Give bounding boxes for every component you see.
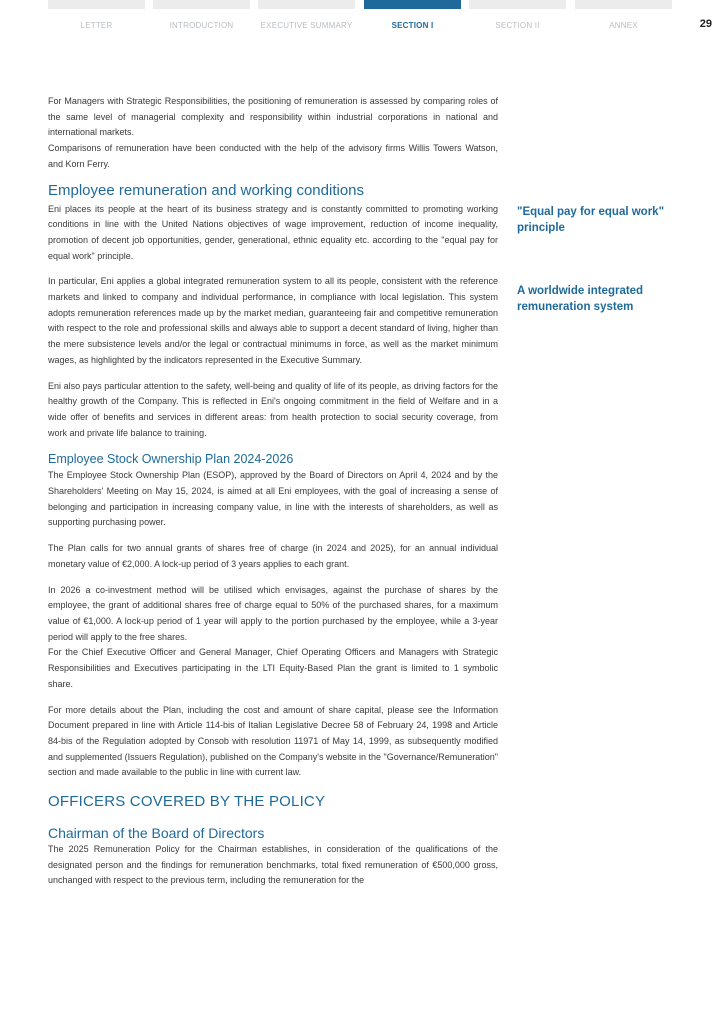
body-paragraph: The Employee Stock Ownership Plan (ESOP), approved by the Board of Directors on April 4, 2024 and by the Shareholders' Meeting on May 15, 2024, is aimed at all Eni employees, with the goal of increasing a sense of belonging and participation in increasing company value, in line with the interests of shareholders, as well as supporting purchasing power. (48, 470, 498, 528)
intro-paragraph: Comparisons of remuneration have been conducted with the help of the advisory firms Willis Towers Watson, and Korn Ferry. (48, 143, 498, 169)
body-paragraph: For more details about the Plan, including the cost and amount of share capital, please see the Information Document prepared in line with Article 114-bis of Italian Legislative Decree 58 of February 24, 1998 and Article 84-bis of the Regulation adopted by Consob with resolution 11971 of May 14, 1999, as subsequently modified and supplemented (Issuers Regulation), published on the Company's website in the "Governance/Remuneration" section and made available to the public in line with current law. (48, 704, 498, 778)
officers-heading: OFFICERS COVERED BY THE POLICY (48, 793, 326, 811)
main-content (48, 94, 498, 889)
tab-label: INTRODUCTION (169, 21, 234, 30)
employee-remuneration-heading: Employee remuneration and working conditions (48, 181, 365, 199)
chairman-heading: Chairman of the Board of Directors (48, 825, 265, 842)
body-paragraph: In 2026 a co-investment method will be utilised which envisages, against the purchase of shares by the employee, the grant of additional shares free of charge equal to 50% of the purchased shares, for a maximum value of €1,000. A lock-up period of 1 year will apply to the portion purchased by the employee, while a 3-year period will apply to the free shares. (48, 584, 498, 642)
body-paragraph: The 2025 Remuneration Policy for the Chairman establishes, in consideration of the qualifications of the designated person and the findings for remuneration benchmarks, total fixed remuneration of €500,000 gross, unchanged with respect to the previous term, including the remuneration for the (48, 844, 498, 886)
tab-section-2[interactable] (469, 0, 566, 34)
body-paragraph: For the Chief Executive Officer and General Manager, Chief Operating Officers and Managers with Strategic Responsibilities and Executives participating in the LTI Equity-Based Plan the grant is limited to 1 symbolic share. (48, 647, 498, 689)
page-number: 29 (699, 18, 712, 30)
sidenote-integrated-system: A worldwide integrated remuneration system (517, 285, 644, 313)
section-tabs (48, 0, 672, 34)
tab-label: EXECUTIVE SUMMARY (260, 21, 353, 30)
tab-label: LETTER (80, 21, 113, 30)
tab-label: SECTION I (391, 21, 434, 30)
tab-introduction[interactable] (153, 0, 250, 34)
tab-bar (48, 0, 145, 9)
tab-bar (258, 0, 355, 9)
esop-heading: Employee Stock Ownership Plan 2024-2026 (48, 452, 294, 467)
tab-bar (153, 0, 250, 9)
sidenote-equal-pay: "Equal pay for equal work" principle (517, 206, 665, 234)
tab-executive-summary[interactable] (258, 0, 355, 34)
body-paragraph: Eni also pays particular attention to the safety, well-being and quality of life of its people, as driving factors for the healthy growth of the Company. This is reflected in Eni's ongoing commitment in the field of Welfare and in a wide offer of benefits and services in different areas: from health protection to social security coverage, from work and private life balance to training. (48, 380, 498, 438)
tab-letter[interactable] (48, 0, 145, 34)
body-paragraph: In particular, Eni applies a global integrated remuneration system to all its people, consistent with the reference markets and linked to company and individual performance, in compliance with local legislation. This system adopts remuneration references made up by the market median, guaranteeing fair and competitive remuneration with respect to the role and professional skills and always able to support a decent standard of living, higher than the mere subsistence levels and/or the legal or contractual minimums in force, as well as the market minimum wages, as highlighted by the indicators represented in the Executive Summary. (48, 276, 498, 365)
tab-section-1[interactable] (364, 0, 461, 34)
body-paragraph: The Plan calls for two annual grants of shares free of charge (in 2024 and 2025), for an annual individual monetary value of €2,000. A lock-up period of 3 years applies to each grant. (48, 543, 498, 569)
tab-label: ANNEX (609, 21, 638, 30)
tab-bar (469, 0, 566, 9)
body-paragraph: Eni places its people at the heart of its business strategy and is constantly committed to promoting working conditions in line with the United Nations objectives of wage improvement, reduction of income inequality, promotion of decent job opportunities, gender, generational, ethnic equality etc. according to the "equal pay for equal work" principle. (48, 203, 498, 261)
tab-annex[interactable] (575, 0, 672, 34)
intro-paragraph: For Managers with Strategic Responsibilities, the positioning of remuneration is assessed by comparing roles of the same level of managerial complexity and responsibility within industrial corporations in national and international markets. (48, 96, 498, 138)
tab-label: SECTION II (495, 21, 540, 30)
tab-bar (575, 0, 672, 9)
tab-bar-active (364, 0, 461, 9)
